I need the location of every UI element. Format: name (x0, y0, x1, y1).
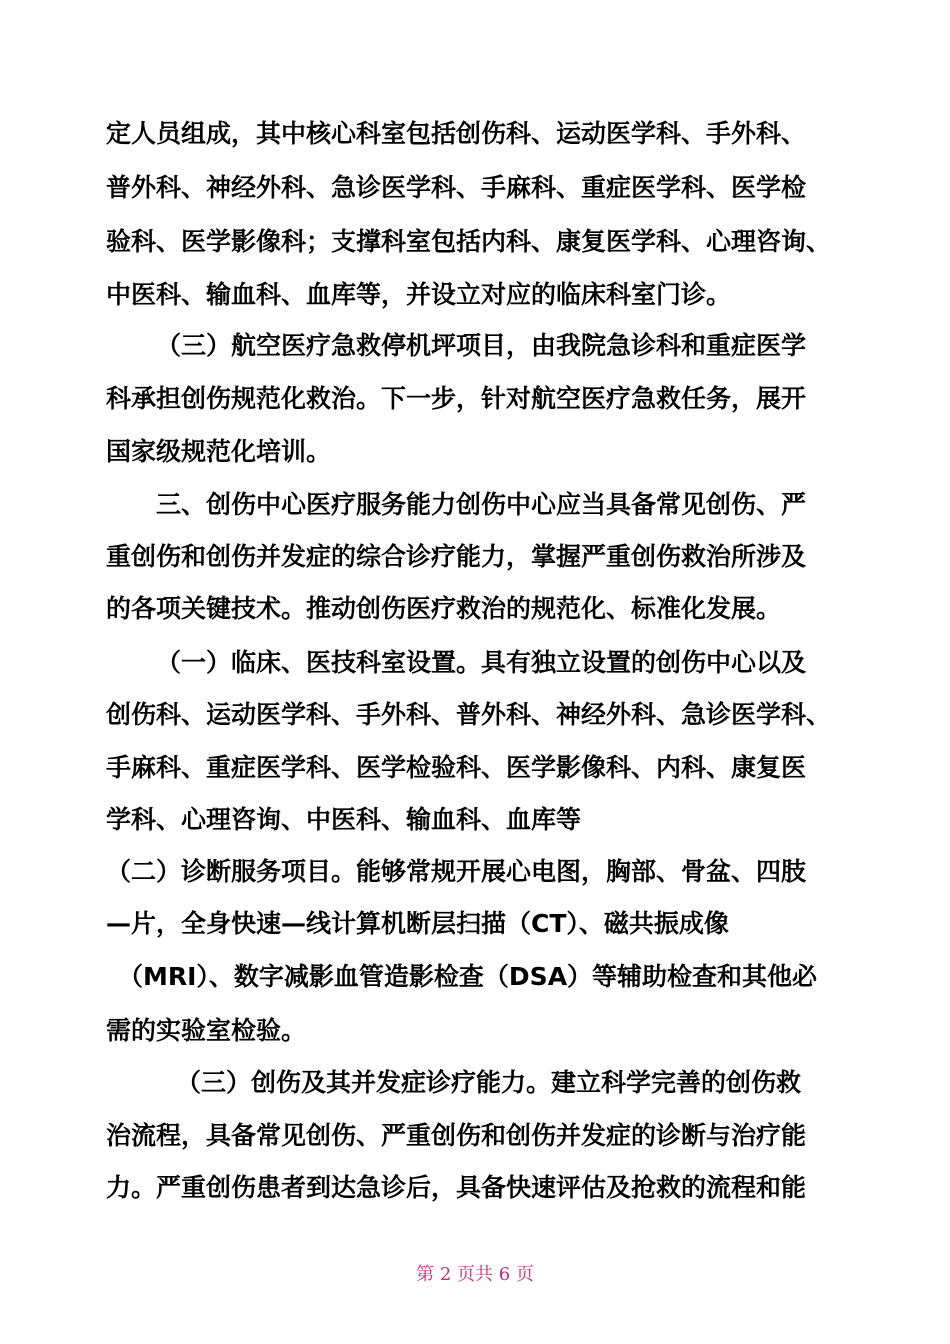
text-line-5: （三）航空医疗急救停机坪项目，由我院急诊科和重症医学 (156, 331, 807, 360)
text-line-4: 中医科、输血科、血库等，并设立对应的临床科室门诊。 (106, 280, 732, 309)
text-line-21: 力。严重创伤患者到达急诊后，具备快速评估及抢救的流程和能 (106, 1173, 807, 1202)
text-line-13: 手麻科、重症医学科、医学检验科、医学影像科、内科、康复医 (106, 753, 807, 782)
text-line-10: 的各项关键技术。推动创伤医疗救治的规范化、标准化发展。 (106, 594, 782, 623)
text-line-12: 创伤科、运动医学科、手外科、普外科、神经外科、急诊医学科、 (106, 700, 832, 729)
text-line-15: （二）诊断服务项目。能够常规开展心电图，胸部、骨盆、四肢 (106, 857, 807, 886)
text-line-8: 三、创伤中心医疗服务能力创伤中心应当具备常见创伤、严 (156, 490, 807, 519)
text-line-17: （MRI）、数字减影血管造影检查（DSA）等辅助检查和其他必 (118, 962, 818, 991)
text-line-11: （一）临床、医技科室设置。具有独立设置的创伤中心以及 (156, 648, 807, 677)
text-line-9: 重创伤和创伤并发症的综合诊疗能力，掌握严重创伤救治所涉及 (106, 542, 807, 571)
page-number-footer: 第 2 页共 6 页 (416, 1264, 534, 1285)
text-line-7: 国家级规范化培训。 (106, 437, 332, 466)
text-line-14: 学科、心理咨询、中医科、输血科、血库等 (106, 805, 582, 834)
text-line-18: 需的实验室检验。 (106, 1016, 307, 1045)
text-line-3: 验科、医学影像科；支撑科室包括内科、康复医学科、心理咨询、 (106, 227, 832, 256)
text-line-6: 科承担创伤规范化救治。下一步，针对航空医疗急救任务，展开 (106, 384, 807, 413)
text-line-19: （三）创伤及其并发症诊疗能力。建立科学完善的创伤救 (176, 1068, 802, 1097)
text-line-20: 治流程，具备常见创伤、严重创伤和创伤并发症的诊断与治疗能 (106, 1121, 807, 1150)
text-line-16: —片，全身快速—线计算机断层扫描（CT）、磁共振成像 (106, 909, 729, 938)
text-line-2: 普外科、神经外科、急诊医学科、手麻科、重症医学科、医学检 (106, 173, 807, 202)
text-line-1: 定人员组成，其中核心科室包括创伤科、运动医学科、手外科、 (106, 119, 807, 148)
